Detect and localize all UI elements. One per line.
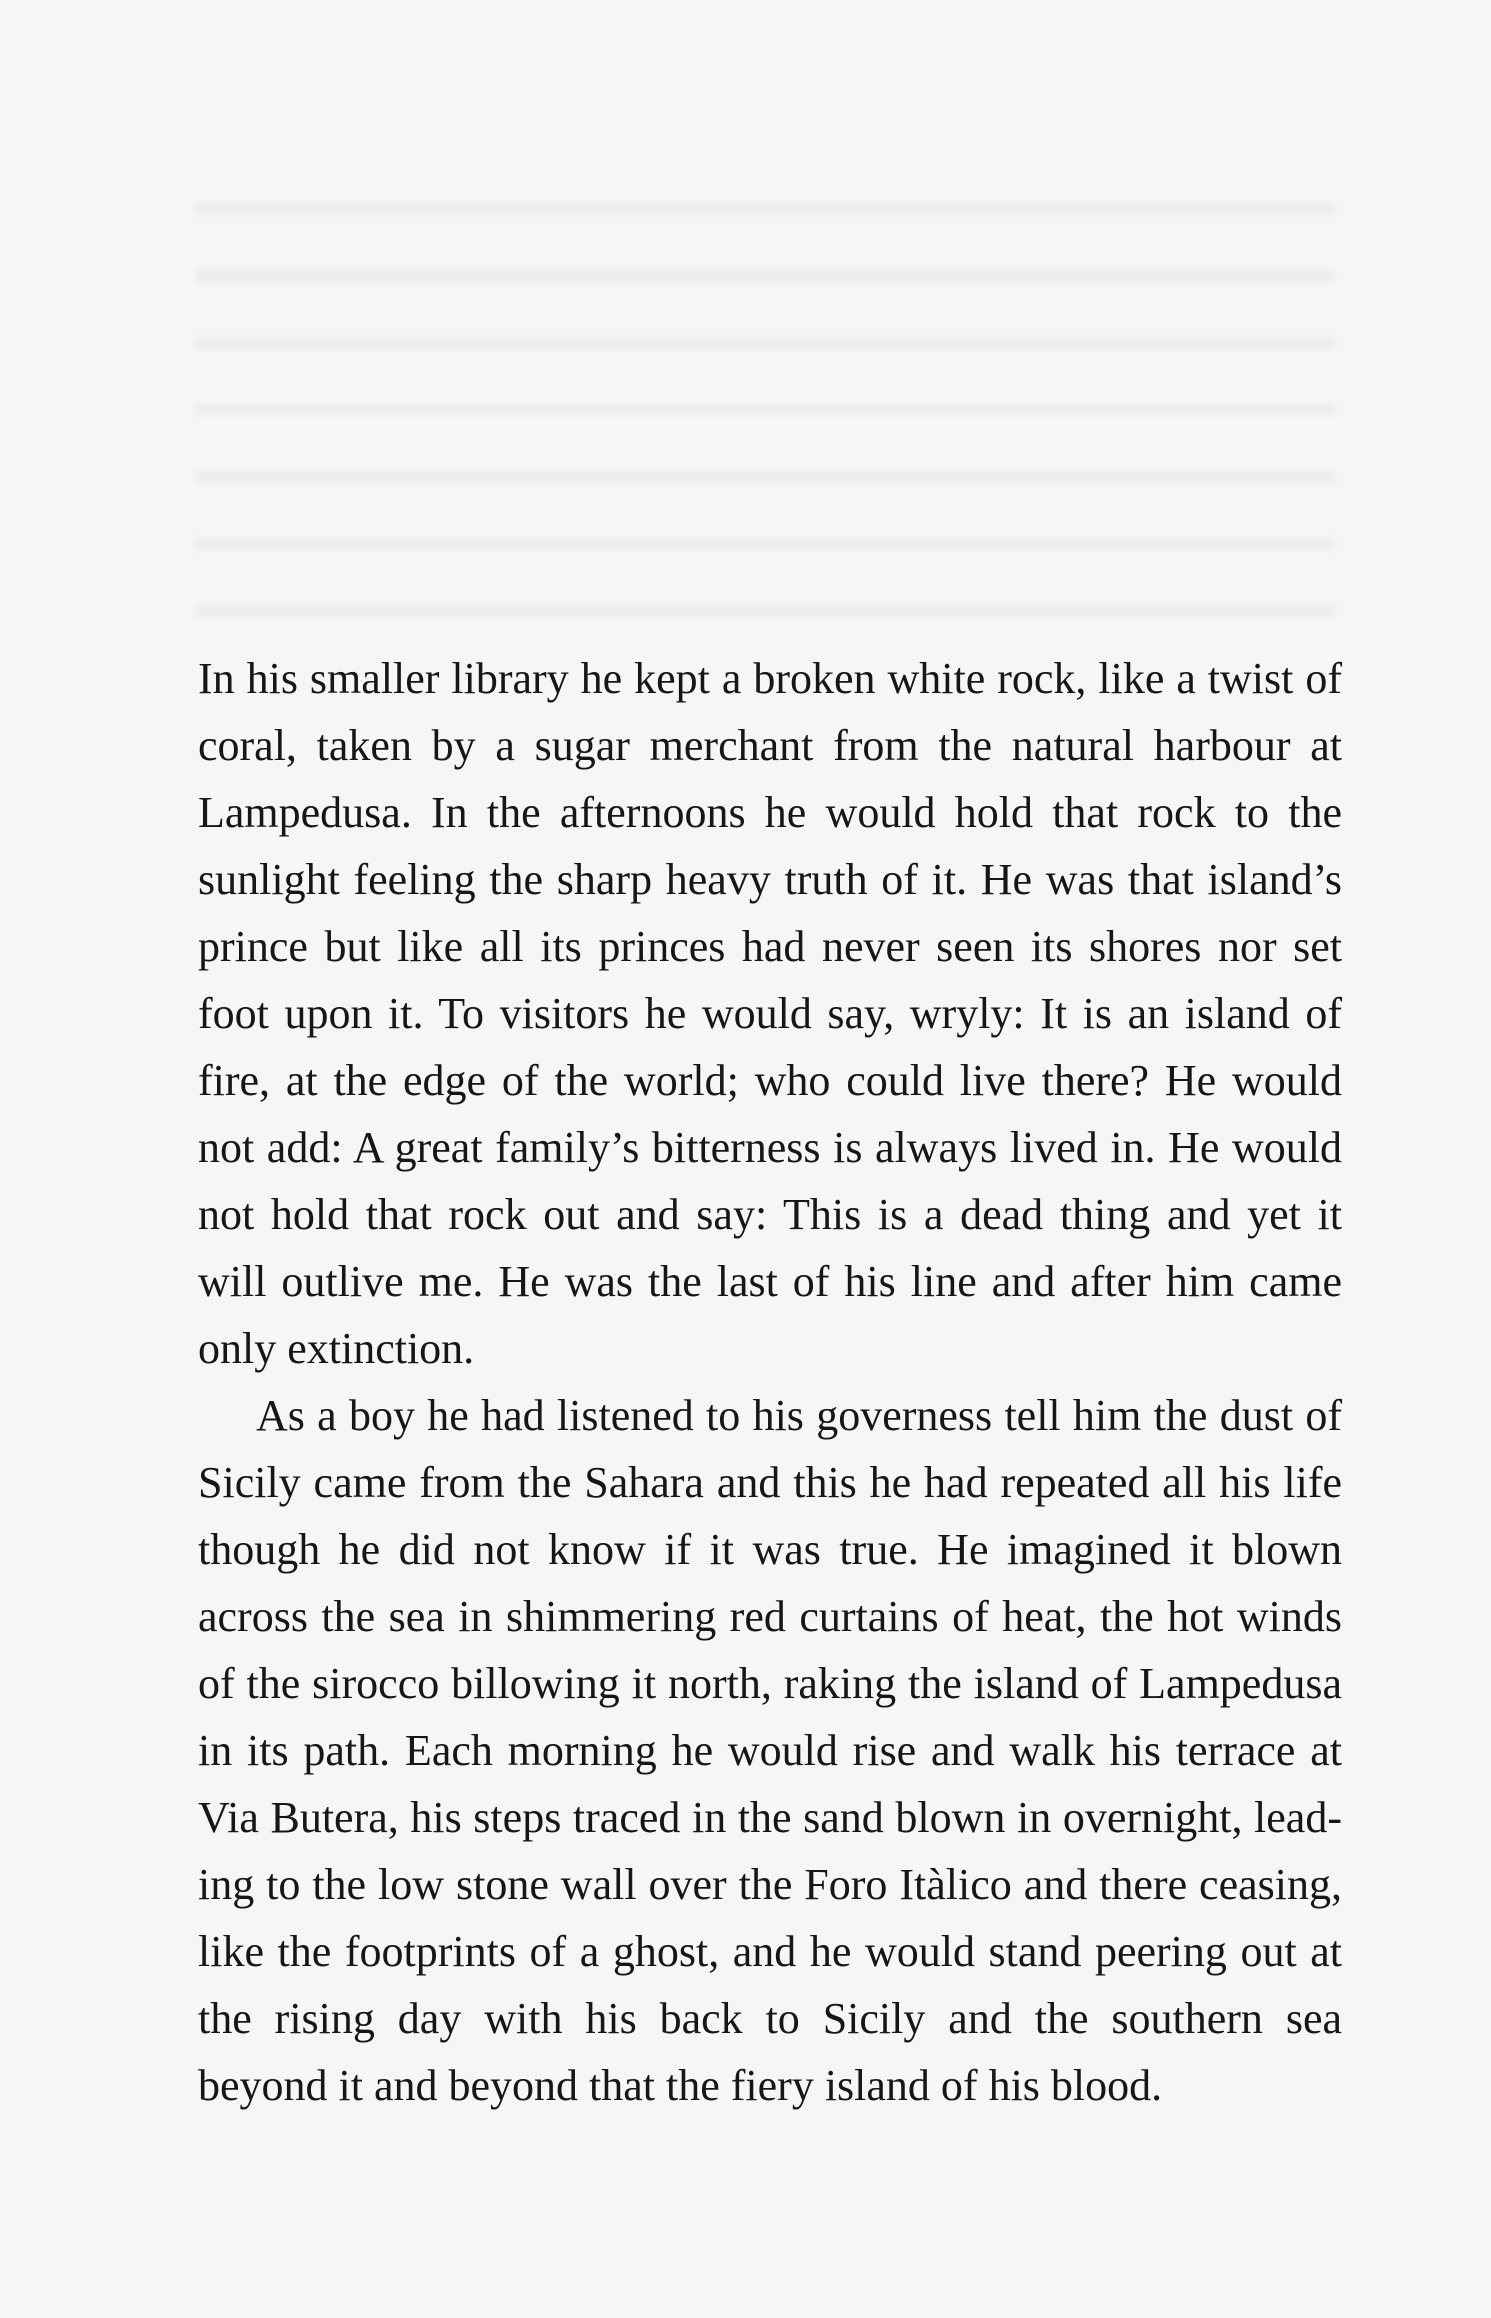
body-text: [198, 645, 1342, 2119]
paragraph-2: As a boy he had listened to his governess tell him the dust of Sicily came from the Sahara and this he had repeated all his life though he did not know if it was true. He imagined it blown across the sea in shimmering red curtains of heat, the hot winds of the sirocco billowing it north, raking the island of Lampedusa in its path. Each morning he would rise and walk his terrace at Via Butera, his steps traced in the sand blown in overnight, leading to the low stone wall over the Foro Itàlico and there ceasing, like the footprints of a ghost, and he would stand peering out at the rising day with his back to Sicily and the southern sea beyond it and beyond that the fiery island of his blood.: [198, 1391, 1342, 2110]
bleed-through-shadow: [195, 175, 1335, 635]
paragraph-1: In his smaller library he kept a broken white rock, like a twist of coral, taken by a sugar merchant from the natural harbour at Lampedusa. In the afternoons he would hold that rock to the sunlight feeling the sharp heavy truth of it. He was that island’s prince but like all its princes had never seen its shores nor set foot upon it. To visitors he would say, wryly: It is an island of fire, at the edge of the world; who could live there? He would not add: A great family’s bitterness is always lived in. He would not hold that rock out and say: This is a dead thing and yet it will outlive me. He was the last of his line and after him came only extinction.: [198, 654, 1342, 1373]
